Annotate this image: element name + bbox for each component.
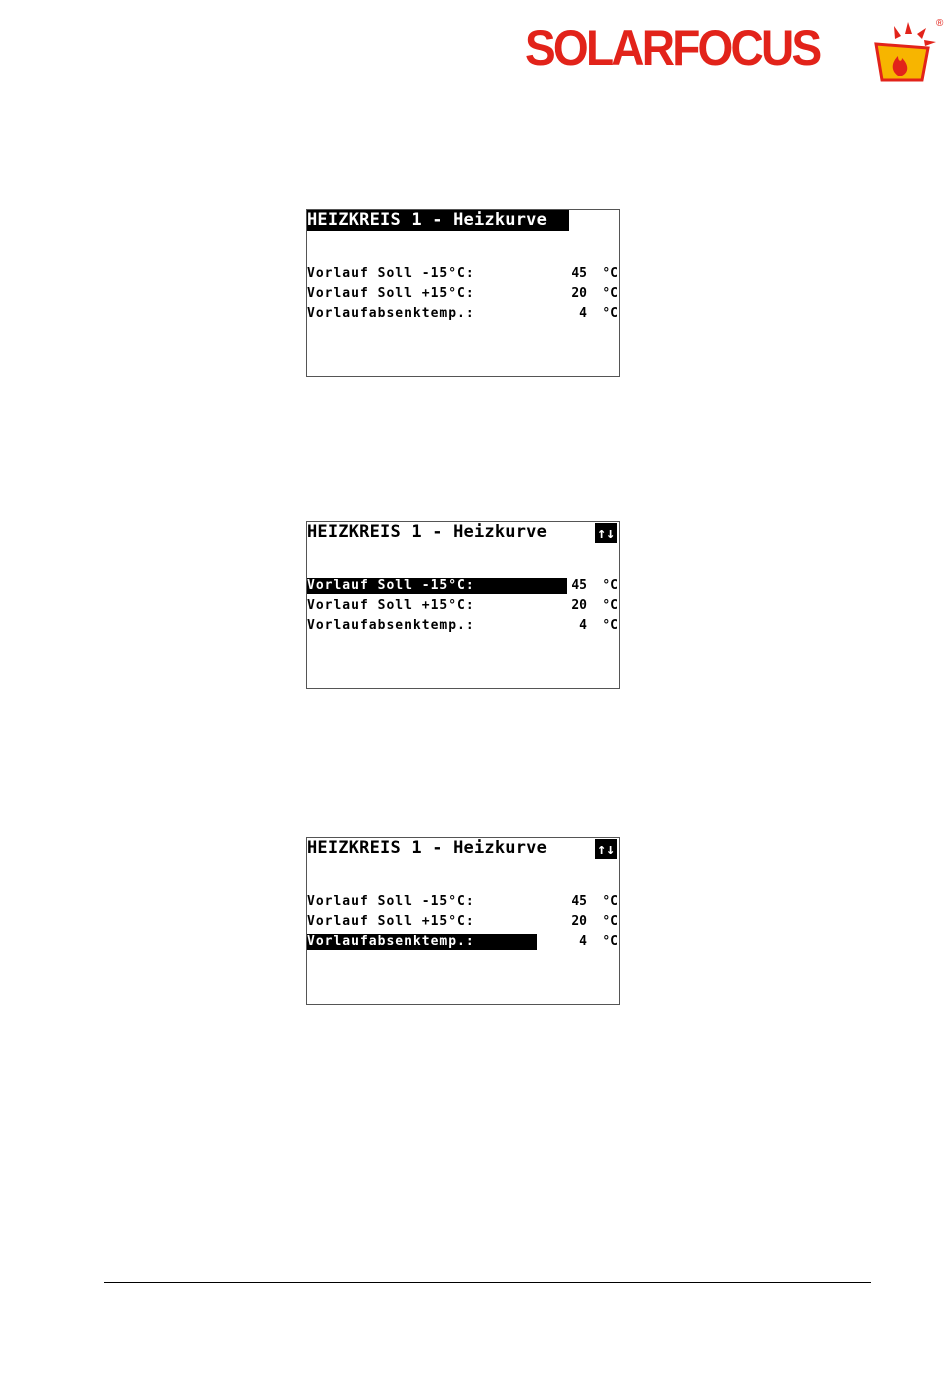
sun-flame-logo-icon (868, 20, 940, 84)
parameter-label: Vorlauf Soll -15°C: (307, 578, 567, 594)
parameter-value[interactable]: 4 (579, 618, 587, 633)
parameter-label: Vorlauf Soll +15°C: (307, 286, 475, 301)
parameter-unit: °C (602, 894, 618, 909)
lcd-screen (306, 837, 620, 1005)
parameter-value[interactable]: 45 (571, 266, 587, 281)
parameter-label: Vorlauf Soll -15°C: (307, 894, 475, 909)
parameter-unit: °C (602, 286, 618, 301)
parameter-row[interactable] (307, 266, 619, 285)
parameter-row[interactable] (307, 618, 619, 637)
parameter-unit: °C (602, 306, 618, 321)
parameter-label: Vorlaufabsenktemp.: (307, 934, 537, 950)
parameter-unit: °C (602, 598, 618, 613)
parameter-row[interactable] (307, 894, 619, 913)
parameter-row[interactable] (307, 598, 619, 617)
parameter-value[interactable]: 20 (571, 914, 587, 929)
parameter-label: Vorlauf Soll +15°C: (307, 598, 475, 613)
parameter-label: Vorlaufabsenktemp.: (307, 618, 475, 633)
screen-title[interactable]: HEIZKREIS 1 - Heizkurve (307, 210, 569, 231)
parameter-value[interactable]: 45 (571, 894, 587, 909)
parameter-unit: °C (602, 266, 618, 281)
parameter-label: Vorlauf Soll +15°C: (307, 914, 475, 929)
parameter-value[interactable]: 4 (579, 306, 587, 321)
parameter-row[interactable] (307, 286, 619, 305)
parameter-row[interactable] (307, 306, 619, 325)
scroll-arrows-icon: ↑↓ (596, 840, 616, 858)
logo-wordmark: SOLARFOCUS (525, 20, 820, 76)
parameter-row[interactable] (307, 934, 619, 953)
registered-mark: ® (936, 18, 944, 29)
solarfocus-logo (525, 18, 945, 88)
scroll-arrows-icon: ↑↓ (596, 524, 616, 542)
parameter-row[interactable] (307, 914, 619, 933)
screen-title[interactable]: HEIZKREIS 1 - Heizkurve (307, 838, 548, 858)
parameter-row[interactable] (307, 578, 619, 597)
footer-divider (104, 1282, 871, 1283)
parameter-value[interactable]: 45 (571, 578, 587, 593)
parameter-value[interactable]: 4 (579, 934, 587, 949)
parameter-unit: °C (602, 914, 618, 929)
parameter-unit: °C (602, 578, 618, 593)
parameter-value[interactable]: 20 (571, 286, 587, 301)
parameter-value[interactable]: 20 (571, 598, 587, 613)
parameter-label: Vorlauf Soll -15°C: (307, 266, 475, 281)
lcd-screen (306, 209, 620, 377)
parameter-unit: °C (602, 934, 618, 949)
screen-title[interactable]: HEIZKREIS 1 - Heizkurve (307, 522, 548, 542)
lcd-screen (306, 521, 620, 689)
parameter-unit: °C (602, 618, 618, 633)
parameter-label: Vorlaufabsenktemp.: (307, 306, 475, 321)
